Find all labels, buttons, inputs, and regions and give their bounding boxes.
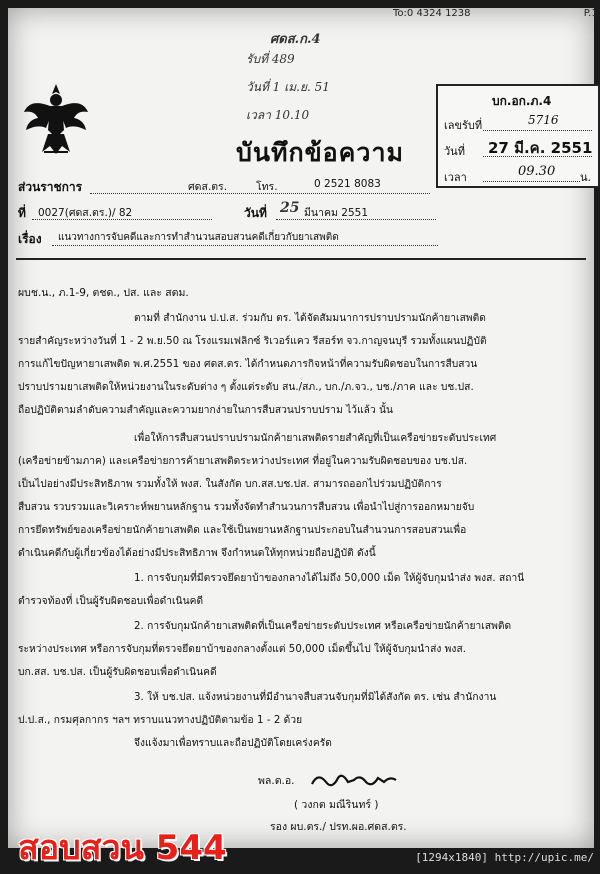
receipt-time-label: เวลา: [444, 171, 467, 184]
receipt-date-label: วันที่: [444, 145, 465, 158]
receipt-stamp-box: [436, 84, 600, 188]
body-line: (เครือข่ายข้ามภาค) และเครือข่ายการค้ายาเสพติดระหว่างประเทศ ที่อยู่ในความรับผิดชอบของ บช.ปส.: [18, 456, 468, 467]
registry-stamp-line2: รับที่ 489: [246, 52, 295, 66]
body-line: เป็นไปอย่างมีประสิทธิภาพ รวมทั้งให้ พงส. ในสังกัด บก.สส.บช.ปส. สามารถออกไปร่วมปฏิบัติการ: [18, 479, 442, 490]
body-line: เพื่อให้การสืบสวนปราบปรามนักค้ายาเสพติดรายสำคัญที่เป็นเครือข่ายระดับประเทศ: [134, 433, 497, 444]
body-line: ตำรวจท้องที่ เป็นผู้รับผิดชอบเพื่อดำเนินคดี: [18, 596, 204, 607]
fax-line: To:0 4324 1238: [393, 8, 471, 19]
agency-value: ศดส.ตร.: [188, 181, 228, 193]
receipt-heading: บก.อก.ภ.4: [492, 94, 552, 108]
overlay-banner: สอบสวน 544: [18, 828, 227, 868]
subject-value: แนวทางการจับคดีและการทำสำนวนสอบสวนคดีเกี่ยวกับยาเสพติด: [58, 232, 339, 243]
body-line: การยึดทรัพย์ของเครือข่ายนักค้ายาเสพติด และใช้เป็นพยานหลักฐานประกอบในสำนวนการสอบสวนเพื่อ: [18, 525, 467, 536]
signature-scribble-icon: [308, 770, 400, 792]
subject-label: เรื่อง: [18, 232, 42, 246]
signature-name: ( วงกต มณีรินทร์ ): [294, 799, 379, 811]
body-line: 2. การจับกุมนักค้ายาเสพติดที่เป็นเครือข่ายระดับประเทศ หรือเครือข่ายนักค้ายาเสพติด: [134, 621, 512, 632]
fax-header: [393, 8, 598, 19]
agency-label: ส่วนราชการ: [18, 180, 83, 194]
page-number: P.1: [583, 8, 598, 19]
body-line: สืบสวน รวบรวมและวิเคราะห์พยานหลักฐาน รวมทั้งจัดทำสำนวนการสืบสวน เพื่อนำไปสู่การออกหมายจับ: [18, 502, 475, 513]
phone-label: โทร.: [256, 181, 278, 193]
body-line: ดำเนินคดีกับผู้เกี่ยวข้องได้อย่างมีประสิทธิภาพ จึงกำหนดให้ทุกหน่วยถือปฏิบัติ ดังนี้: [18, 548, 376, 559]
receipt-time-value: 09.30: [518, 164, 556, 179]
signature-rank: พล.ต.อ.: [258, 775, 295, 787]
receipt-date-value: 27 มี.ค. 2551: [488, 139, 593, 157]
body-line: 1. การจับกุมที่มีตรวจยึดยาบ้าของกลางได้ไม่ถึง 50,000 เม็ด ให้ผู้จับกุมนำส่ง พงส. สถานี: [134, 573, 525, 584]
signature-position: รอง ผบ.ตร./ ปรท.ผอ.ศดส.ตร.: [270, 821, 407, 833]
addressee: ผบช.น., ภ.1-9, ตชด., ปส. และ สตม.: [18, 287, 189, 299]
document-title: บันทึกข้อความ: [236, 138, 404, 167]
receipt-time-suffix: น.: [580, 171, 592, 184]
date-rest: มีนาคม 2551: [304, 207, 368, 219]
registry-stamp-line4: เวลา 10.10: [246, 108, 310, 122]
registry-stamp-line1: ศดส.ก.4: [270, 32, 321, 47]
body-line: ปราบปรามยาเสพติดให้หน่วยงานในระดับต่าง ๆ ตั้งแต่ระดับ สน./สภ., บก./ภ.จว., บช./ภาค และ บช.ปส.: [18, 382, 474, 393]
date-day: 25: [280, 200, 300, 216]
date-label: วันที่: [244, 206, 267, 220]
body-line: ถือปฏิบัติตามลำดับความสำคัญและความยากง่ายในการสืบสวนปราบปราม ไว้แล้ว นั้น: [18, 405, 394, 416]
body-line: ป.ป.ส., กรมศุลกากร ฯลฯ ทราบแนวทางปฏิบัติตามข้อ 1 - 2 ด้วย: [18, 715, 303, 726]
registry-stamp-line3: วันที่ 1 เม.ย. 51: [246, 80, 330, 94]
body-line: การแก้ไขปัญหายาเสพติด พ.ศ.2551 ของ ศดส.ตร. ได้กำหนดภารกิจหน้าที่ความรับผิดชอบในการสืบสวน: [18, 359, 478, 370]
garuda-emblem-icon: [20, 78, 92, 158]
ref-value: 0027(ศดส.ตร.)/ 82: [38, 207, 133, 219]
image-host-footer: [1294x1840] http://upic.me/: [415, 851, 594, 864]
body-line: ตามที่ สำนักงาน ป.ป.ส. ร่วมกับ ตร. ได้จัดสัมมนาการปราบปรามนักค้ายาเสพติด: [134, 313, 486, 324]
body-line: 3. ให้ บช.ปส. แจ้งหน่วยงานที่มีอำนาจสืบสวนจับกุมที่มิได้สังกัด ตร. เช่น สำนักงาน: [134, 692, 497, 703]
body-line: รายสำคัญระหว่างวันที่ 1 - 2 พ.ย.50 ณ โรงแรมเฟลิกซ์ ริเวอร์แคว รีสอร์ท จว.กาญจนบุรี รวมทั้งแผนปฏิบัติ: [18, 336, 487, 347]
phone-value: 0 2521 8083: [314, 178, 381, 190]
body-line: ระหว่างประเทศ หรือการจับกุมที่ตรวจยึดยาบ้าของกลางตั้งแต่ 50,000 เม็ดขึ้นไป ให้ผู้จับกุมนำส่ง พงส.: [18, 644, 466, 655]
receipt-number-label: เลขรับที่: [444, 119, 483, 132]
body-line: บก.สส. บช.ปส. เป็นผู้รับผิดชอบเพื่อดำเนินคดี: [18, 667, 217, 678]
body-line: จึงแจ้งมาเพื่อทราบและถือปฏิบัติโดยเคร่งครัด: [134, 738, 332, 749]
receipt-number-value: 5716: [528, 113, 559, 127]
ref-label: ที่: [18, 206, 26, 220]
